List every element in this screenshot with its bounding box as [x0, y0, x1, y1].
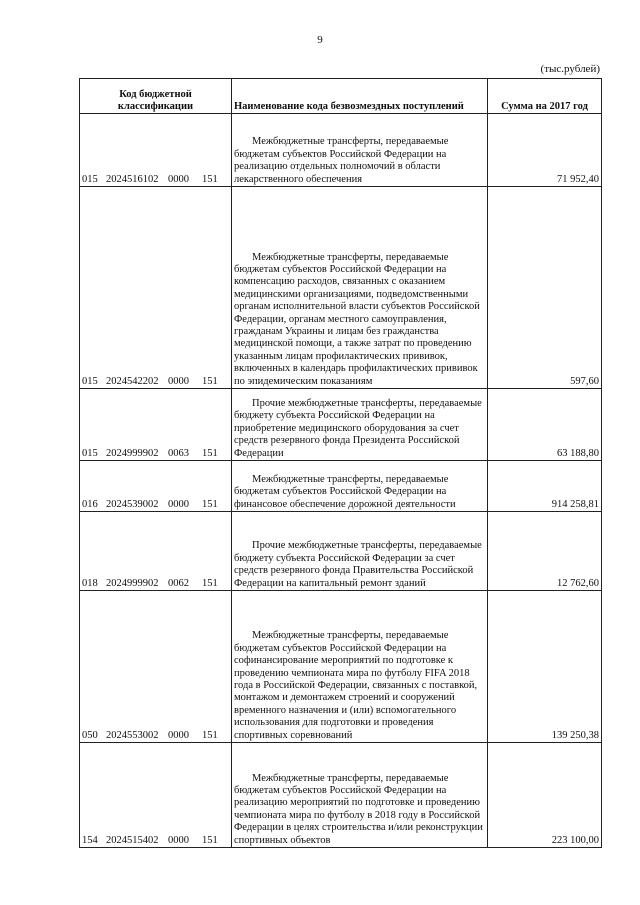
revenue-name-cell [232, 461, 488, 512]
code-subtype: 0000 [168, 375, 189, 387]
table-row [80, 114, 602, 187]
revenue-name-text: Межбюджетные трансферты, передаваемые бюджетам субъектов Российской Федерации на компенсацию расходов, связанных с оказанием медицинскими организациями, подведомственными органам исполнительной власти субъектов Российской Федерации, органам местного самоуправления, гражданам Украины и лицам без гражданства медицинской помощи, а также затрат по проведению указанным лицам профилактических прививок, включенных в календарь профилактических прививок по эпидемическим показаниям [234, 251, 480, 387]
budget-code-cell [80, 591, 232, 743]
revenue-name-cell [232, 114, 488, 187]
table-row [80, 461, 602, 512]
code-kosgu: 151 [202, 498, 218, 510]
code-kosgu: 151 [202, 447, 218, 459]
table-row [80, 743, 602, 848]
code-main: 2024539002 [106, 498, 159, 510]
code-subtype: 0063 [168, 447, 189, 459]
budget-code-cell [80, 114, 232, 187]
amount-cell: 139 250,38 [488, 591, 602, 743]
code-subtype: 0000 [168, 173, 189, 185]
code-main: 2024516102 [106, 173, 159, 185]
table-row [80, 187, 602, 389]
revenue-name-cell [232, 591, 488, 743]
code-kosgu: 151 [202, 729, 218, 741]
revenue-name-text: Межбюджетные трансферты, передаваемые бюджетам субъектов Российской Федерации на софинансирование мероприятий по подготовке к проведению чемпионата мира по футболу FIFA 2018 года в Российской Федерации, связанных с поставкой, монтажом и демонтажем строений и сооружений временного назначения и (или) вспомогательного использования для подготовки и проведения спортивных соревнований [234, 630, 478, 741]
amount-cell: 914 258,81 [488, 461, 602, 512]
table-header-row [80, 79, 602, 114]
budget-code-cell [80, 187, 232, 389]
code-main: 2024999902 [106, 577, 159, 589]
table-row [80, 389, 602, 461]
revenue-name-text: Прочие межбюджетные трансферты, передаваемые бюджету субъекта Российской Федерации за счет средств резервного фонда Правительства Российской Федерации на капитальный ремонт зданий [234, 540, 482, 589]
revenue-name-text: Межбюджетные трансферты, передаваемые бюджетам субъектов Российской Федерации на реализацию мероприятий по подготовке и проведению чемпионата мира по футболу в 2018 году в Российской Федерации в целях строительства и/или реконструкции спортивных объектов [234, 772, 483, 846]
code-chapter: 015 [82, 375, 98, 387]
amount-cell: 63 188,80 [488, 389, 602, 461]
revenue-name-text: Межбюджетные трансферты, передаваемые бюджетам субъектов Российской Федерации на финансовое обеспечение дорожной деятельности [234, 473, 456, 510]
code-subtype: 0062 [168, 577, 189, 589]
budget-code-cell [80, 743, 232, 848]
revenue-name-cell [232, 389, 488, 461]
code-main: 2024999902 [106, 447, 159, 459]
code-kosgu: 151 [202, 577, 218, 589]
table-row [80, 591, 602, 743]
budget-code-cell [80, 512, 232, 591]
code-main: 2024515402 [106, 834, 159, 846]
code-chapter: 016 [82, 498, 98, 510]
amount-cell: 597,60 [488, 187, 602, 389]
code-subtype: 0000 [168, 834, 189, 846]
header-code: Код бюджетной классификации [80, 79, 232, 114]
revenue-name-cell [232, 187, 488, 389]
budget-code-cell [80, 461, 232, 512]
header-sum: Сумма на 2017 год [488, 79, 602, 114]
code-kosgu: 151 [202, 173, 218, 185]
code-main: 2024542202 [106, 375, 159, 387]
revenue-name-cell [232, 743, 488, 848]
table-row [80, 512, 602, 591]
code-kosgu: 151 [202, 375, 218, 387]
code-chapter: 154 [82, 834, 98, 846]
amount-cell: 223 100,00 [488, 743, 602, 848]
revenue-name-cell [232, 512, 488, 591]
code-chapter: 050 [82, 729, 98, 741]
header-name: Наименование кода безвозмездных поступлений [232, 79, 488, 114]
code-chapter: 015 [82, 173, 98, 185]
code-main: 2024553002 [106, 729, 159, 741]
code-chapter: 018 [82, 577, 98, 589]
units-label: (тыс.рублей) [540, 63, 600, 75]
page-number: 9 [317, 34, 323, 46]
code-chapter: 015 [82, 447, 98, 459]
amount-cell: 12 762,60 [488, 512, 602, 591]
budget-table [79, 78, 602, 848]
code-kosgu: 151 [202, 834, 218, 846]
revenue-name-text: Прочие межбюджетные трансферты, передаваемые бюджету субъекта Российской Федерации на приобретение медицинского оборудования за счет средств резервного фонда Президента Российской Федерации [234, 397, 482, 459]
amount-cell: 71 952,40 [488, 114, 602, 187]
code-subtype: 0000 [168, 729, 189, 741]
revenue-name-text: Межбюджетные трансферты, передаваемые бюджетам субъектов Российской Федерации на реализацию отдельных полномочий в области лекарственного обеспечения [234, 136, 449, 185]
budget-code-cell [80, 389, 232, 461]
code-subtype: 0000 [168, 498, 189, 510]
